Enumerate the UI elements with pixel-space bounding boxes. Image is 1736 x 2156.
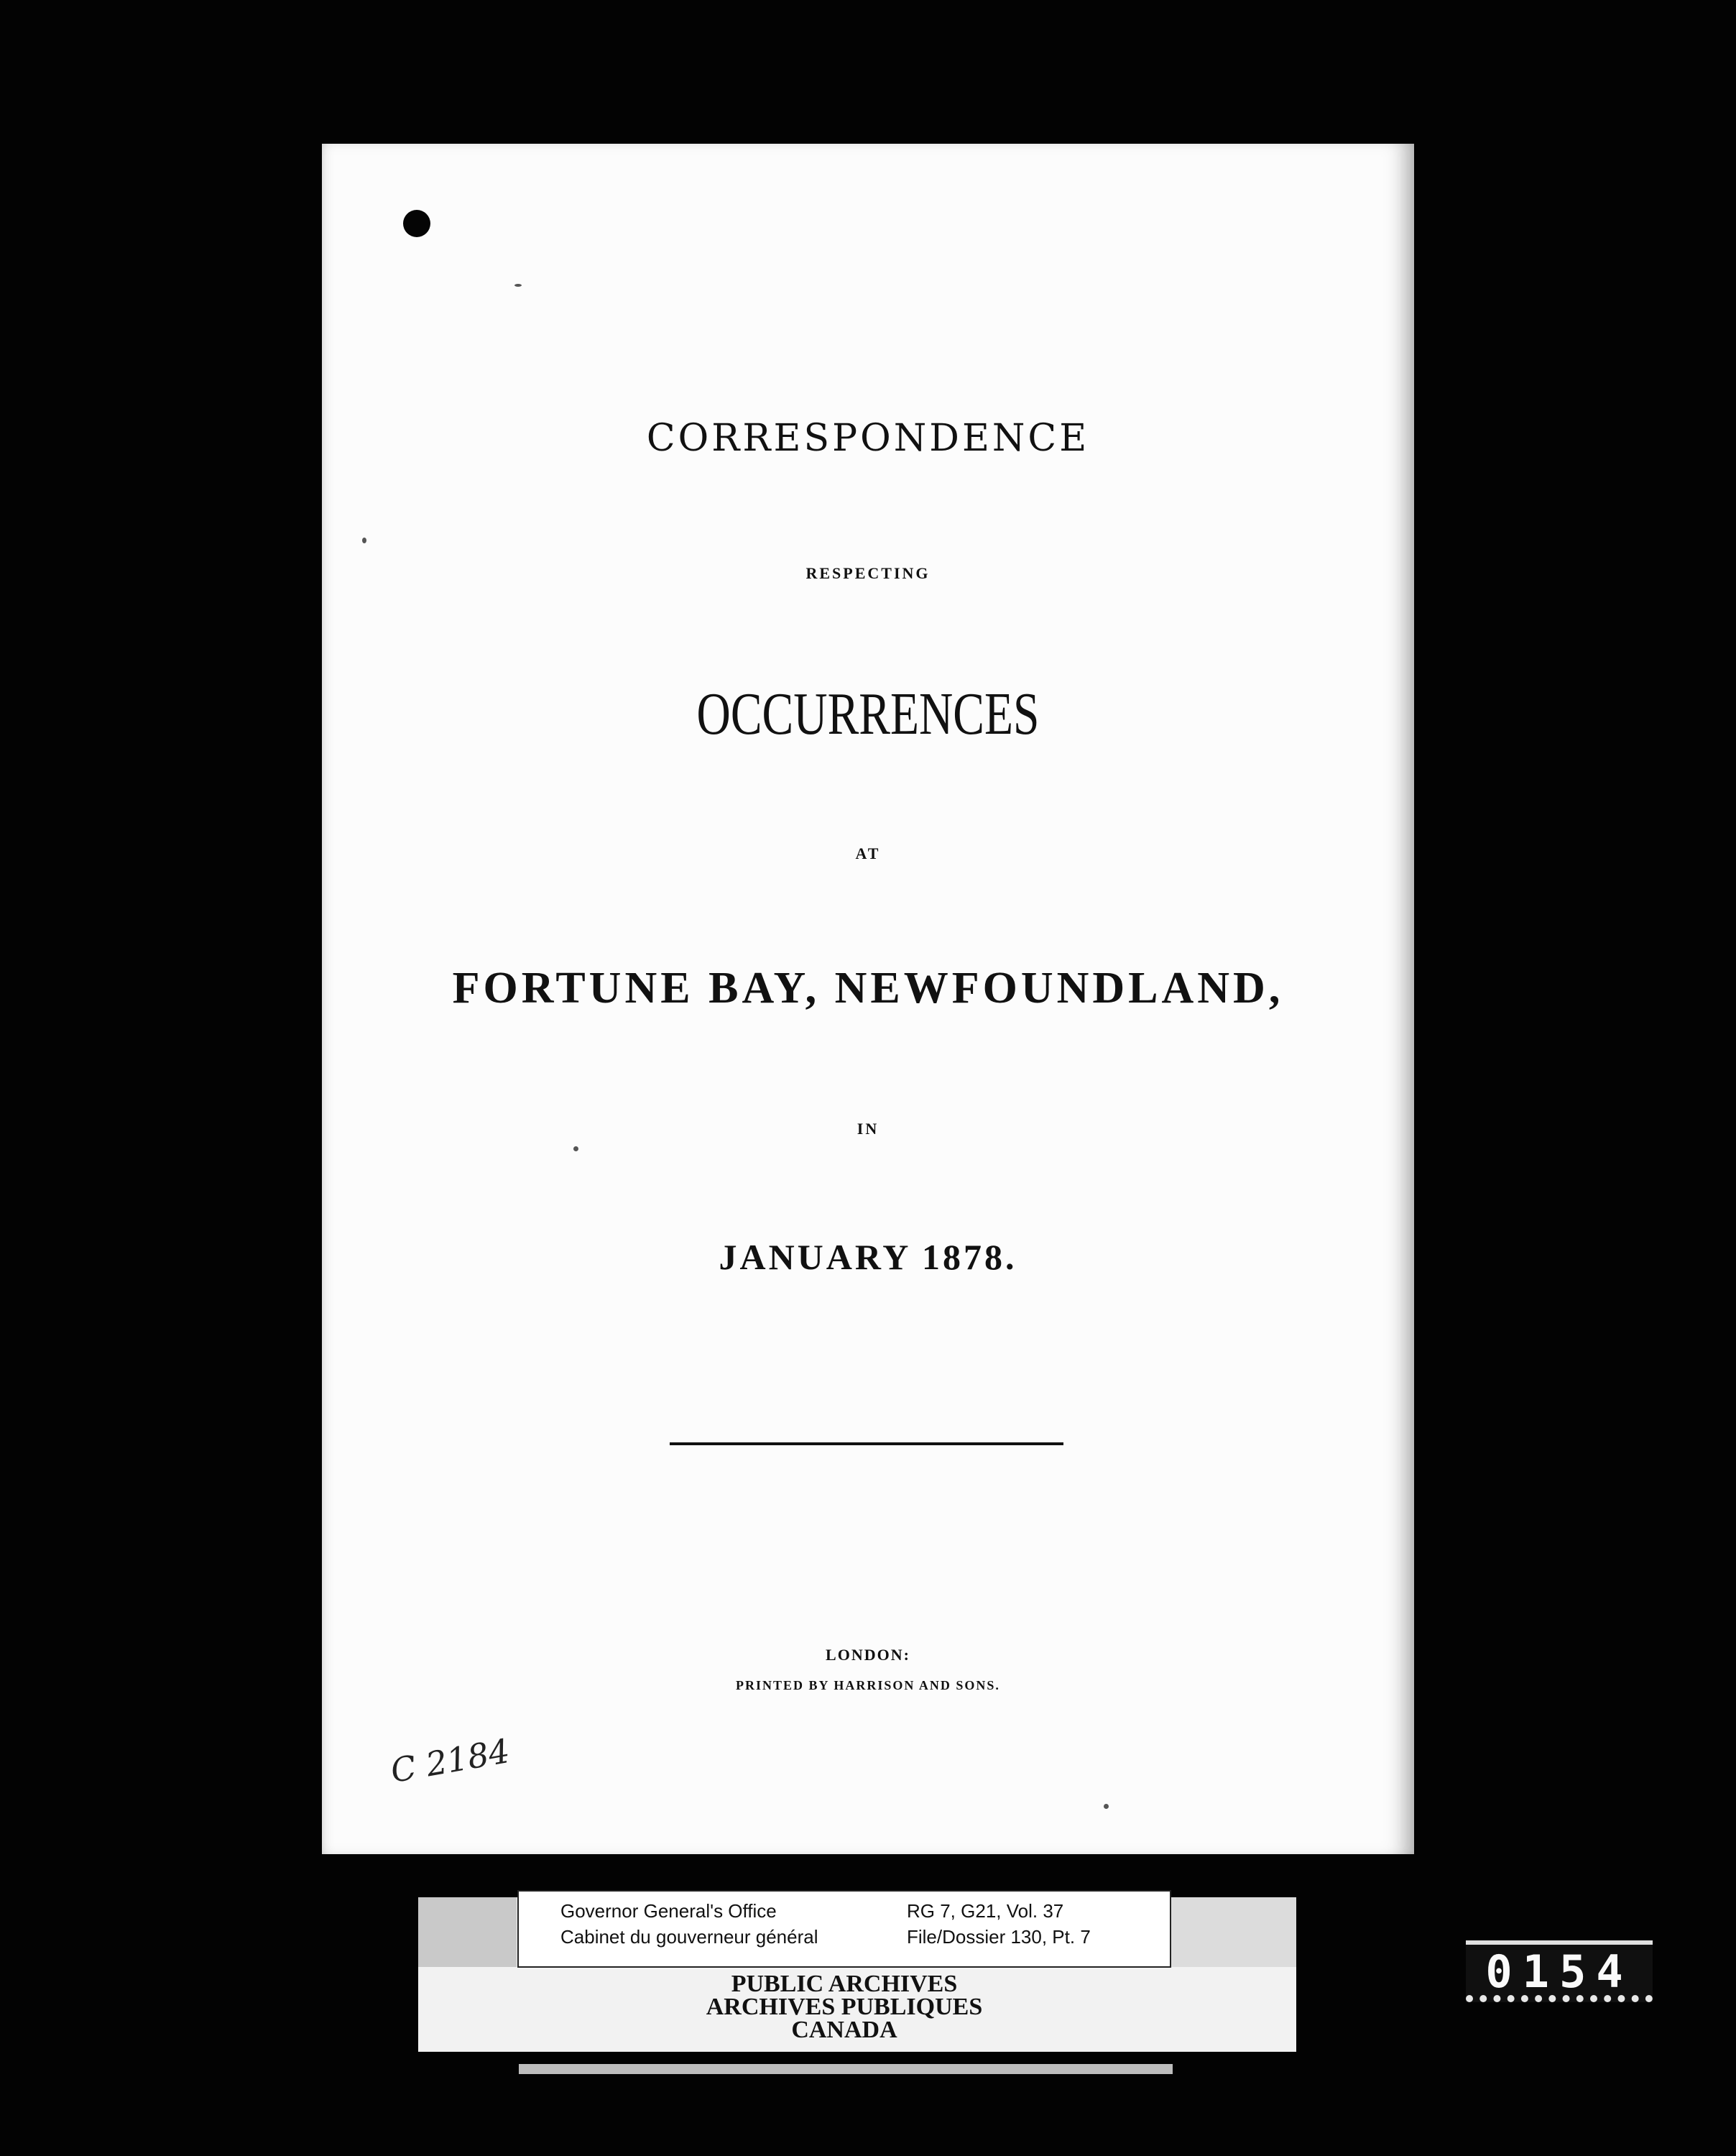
office-english: Governor General's Office: [560, 1900, 777, 1922]
handwritten-reference: C 2184: [387, 1731, 513, 1791]
archives-stamp: [517, 1973, 1171, 2042]
record-group-reference: RG 7, G21, Vol. 37: [907, 1900, 1064, 1922]
document-page: [322, 144, 1414, 1854]
frame-counter: [1466, 1940, 1653, 2002]
punch-hole: [403, 210, 430, 237]
archives-french: ARCHIVES PUBLIQUES: [706, 1994, 983, 2020]
horizontal-rule: [670, 1442, 1063, 1445]
at-text: AT: [855, 844, 881, 862]
archives-country: CANADA: [791, 2017, 897, 2043]
in-text: IN: [857, 1120, 879, 1138]
speck: [514, 284, 522, 287]
strip-bottom-edge: [519, 2064, 1173, 2074]
place-text: FORTUNE BAY, NEWFOUNDLAND,: [452, 964, 1284, 1013]
imprint-city: LONDON:: [826, 1646, 910, 1664]
strip-notch-right: [1171, 1897, 1296, 1967]
respecting-text: RESPECTING: [805, 564, 931, 582]
strip-notch-left: [418, 1897, 517, 1967]
document-title: CORRESPONDENCE: [646, 417, 1090, 460]
imprint-printer: PRINTED BY HARRISON AND SONS.: [736, 1678, 1000, 1692]
speck: [573, 1146, 578, 1151]
speck: [362, 538, 366, 543]
subject-text: OCCURRENCES: [696, 681, 1040, 747]
archives-english: PUBLIC ARCHIVES: [731, 1971, 958, 1997]
speck: [1104, 1804, 1109, 1809]
frame-number: 0154: [1485, 1945, 1633, 1998]
archive-label-box: [517, 1890, 1171, 1968]
file-reference: File/Dossier 130, Pt. 7: [907, 1926, 1091, 1948]
office-french: Cabinet du gouverneur général: [560, 1926, 818, 1948]
date-text: JANUARY 1878.: [719, 1237, 1017, 1277]
